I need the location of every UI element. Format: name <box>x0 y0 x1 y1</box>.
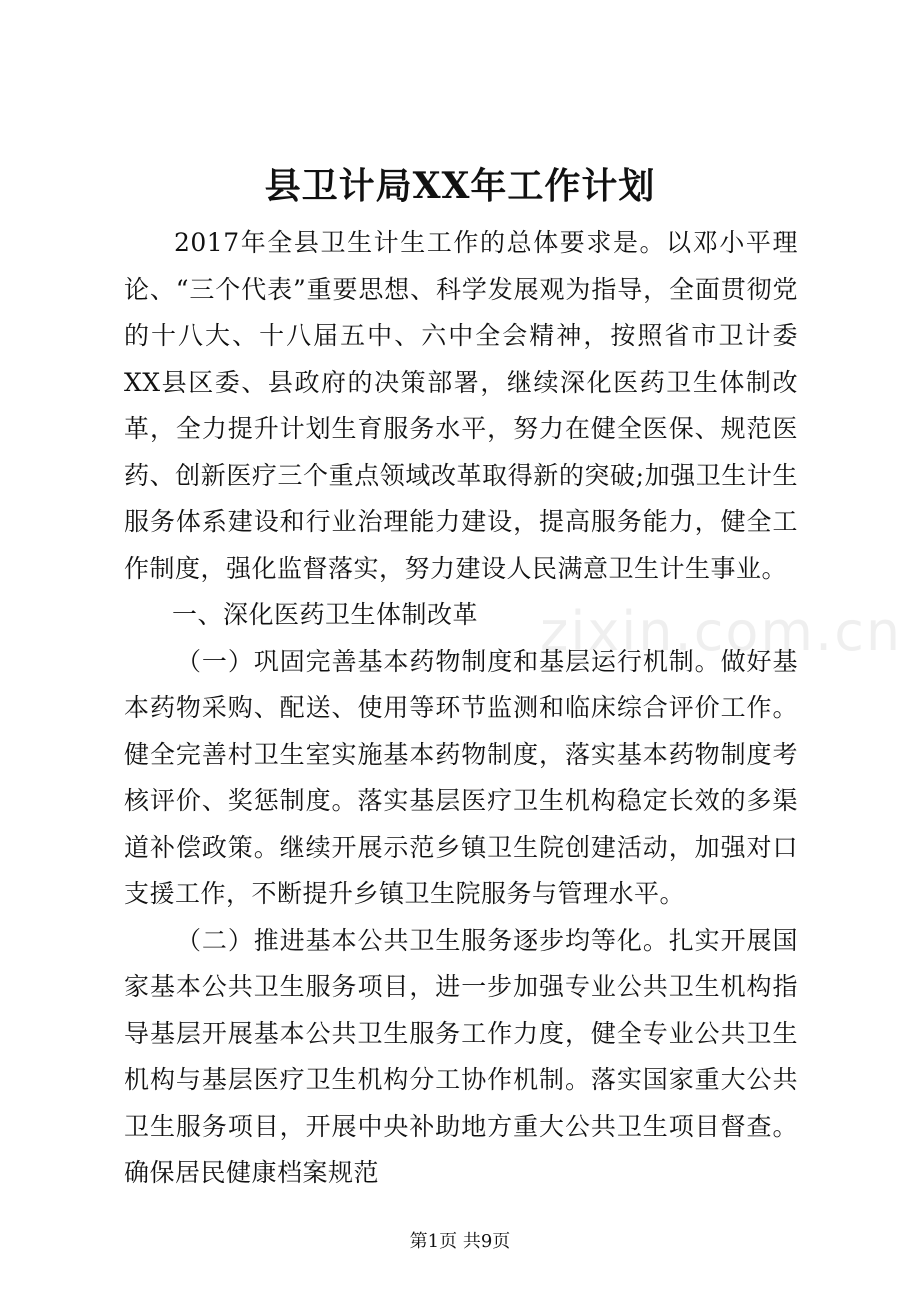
document-body <box>124 220 798 1197</box>
subsection-paragraph-1: （一）巩固完善基本药物制度和基层运行机制。做好基本药物采购、配送、使用等环节监测和临床综合评价工作。健全完善村卫生室实施基本药物制度，落实基本药物制度考核评价、奖惩制度。落实基层医疗卫生机构稳定长效的多渠道补偿政策。继续开展示范乡镇卫生院创建活动，加强对口支援工作，不断提升乡镇卫生院服务与管理水平。 <box>124 646 798 908</box>
watermark: zixin.com.cn <box>540 600 903 663</box>
document-title: 县卫计局XX年工作计划 <box>264 165 656 207</box>
section-heading: 一、深化医药卫生体制改革 <box>172 600 479 629</box>
subsection-paragraph-2: （二）推进基本公共卫生服务逐步均等化。扎实开展国家基本公共卫生服务项目，进一步加强专业公共卫生机构指导基层开展基本公共卫生服务工作力度，健全专业公共卫生机构与基层医疗卫生机构分工协作机制。落实国家重大公共卫生服务项目，开展中央补助地方重大公共卫生项目督查。确保居民健康档案规范 <box>124 925 798 1187</box>
page-footer: 第1页 共9页 <box>409 1231 511 1252</box>
intro-paragraph: 2017年全县卫生计生工作的总体要求是。以邓小平理论、“三个代表”重要思想、科学发展观为指导，全面贯彻党的十八大、十八届五中、六中全会精神，按照省市卫计委XX县区委、县政府的决策部署，继续深化医药卫生体制改革，全力提升计划生育服务水平，努力在健全医保、规范医药、创新医疗三个重点领域改革取得新的突破;加强卫生计生服务体系建设和行业治理能力建设，提高服务能力，健全工作制度，强化监督落实，努力建设人民满意卫生计生事业。 <box>124 228 798 583</box>
